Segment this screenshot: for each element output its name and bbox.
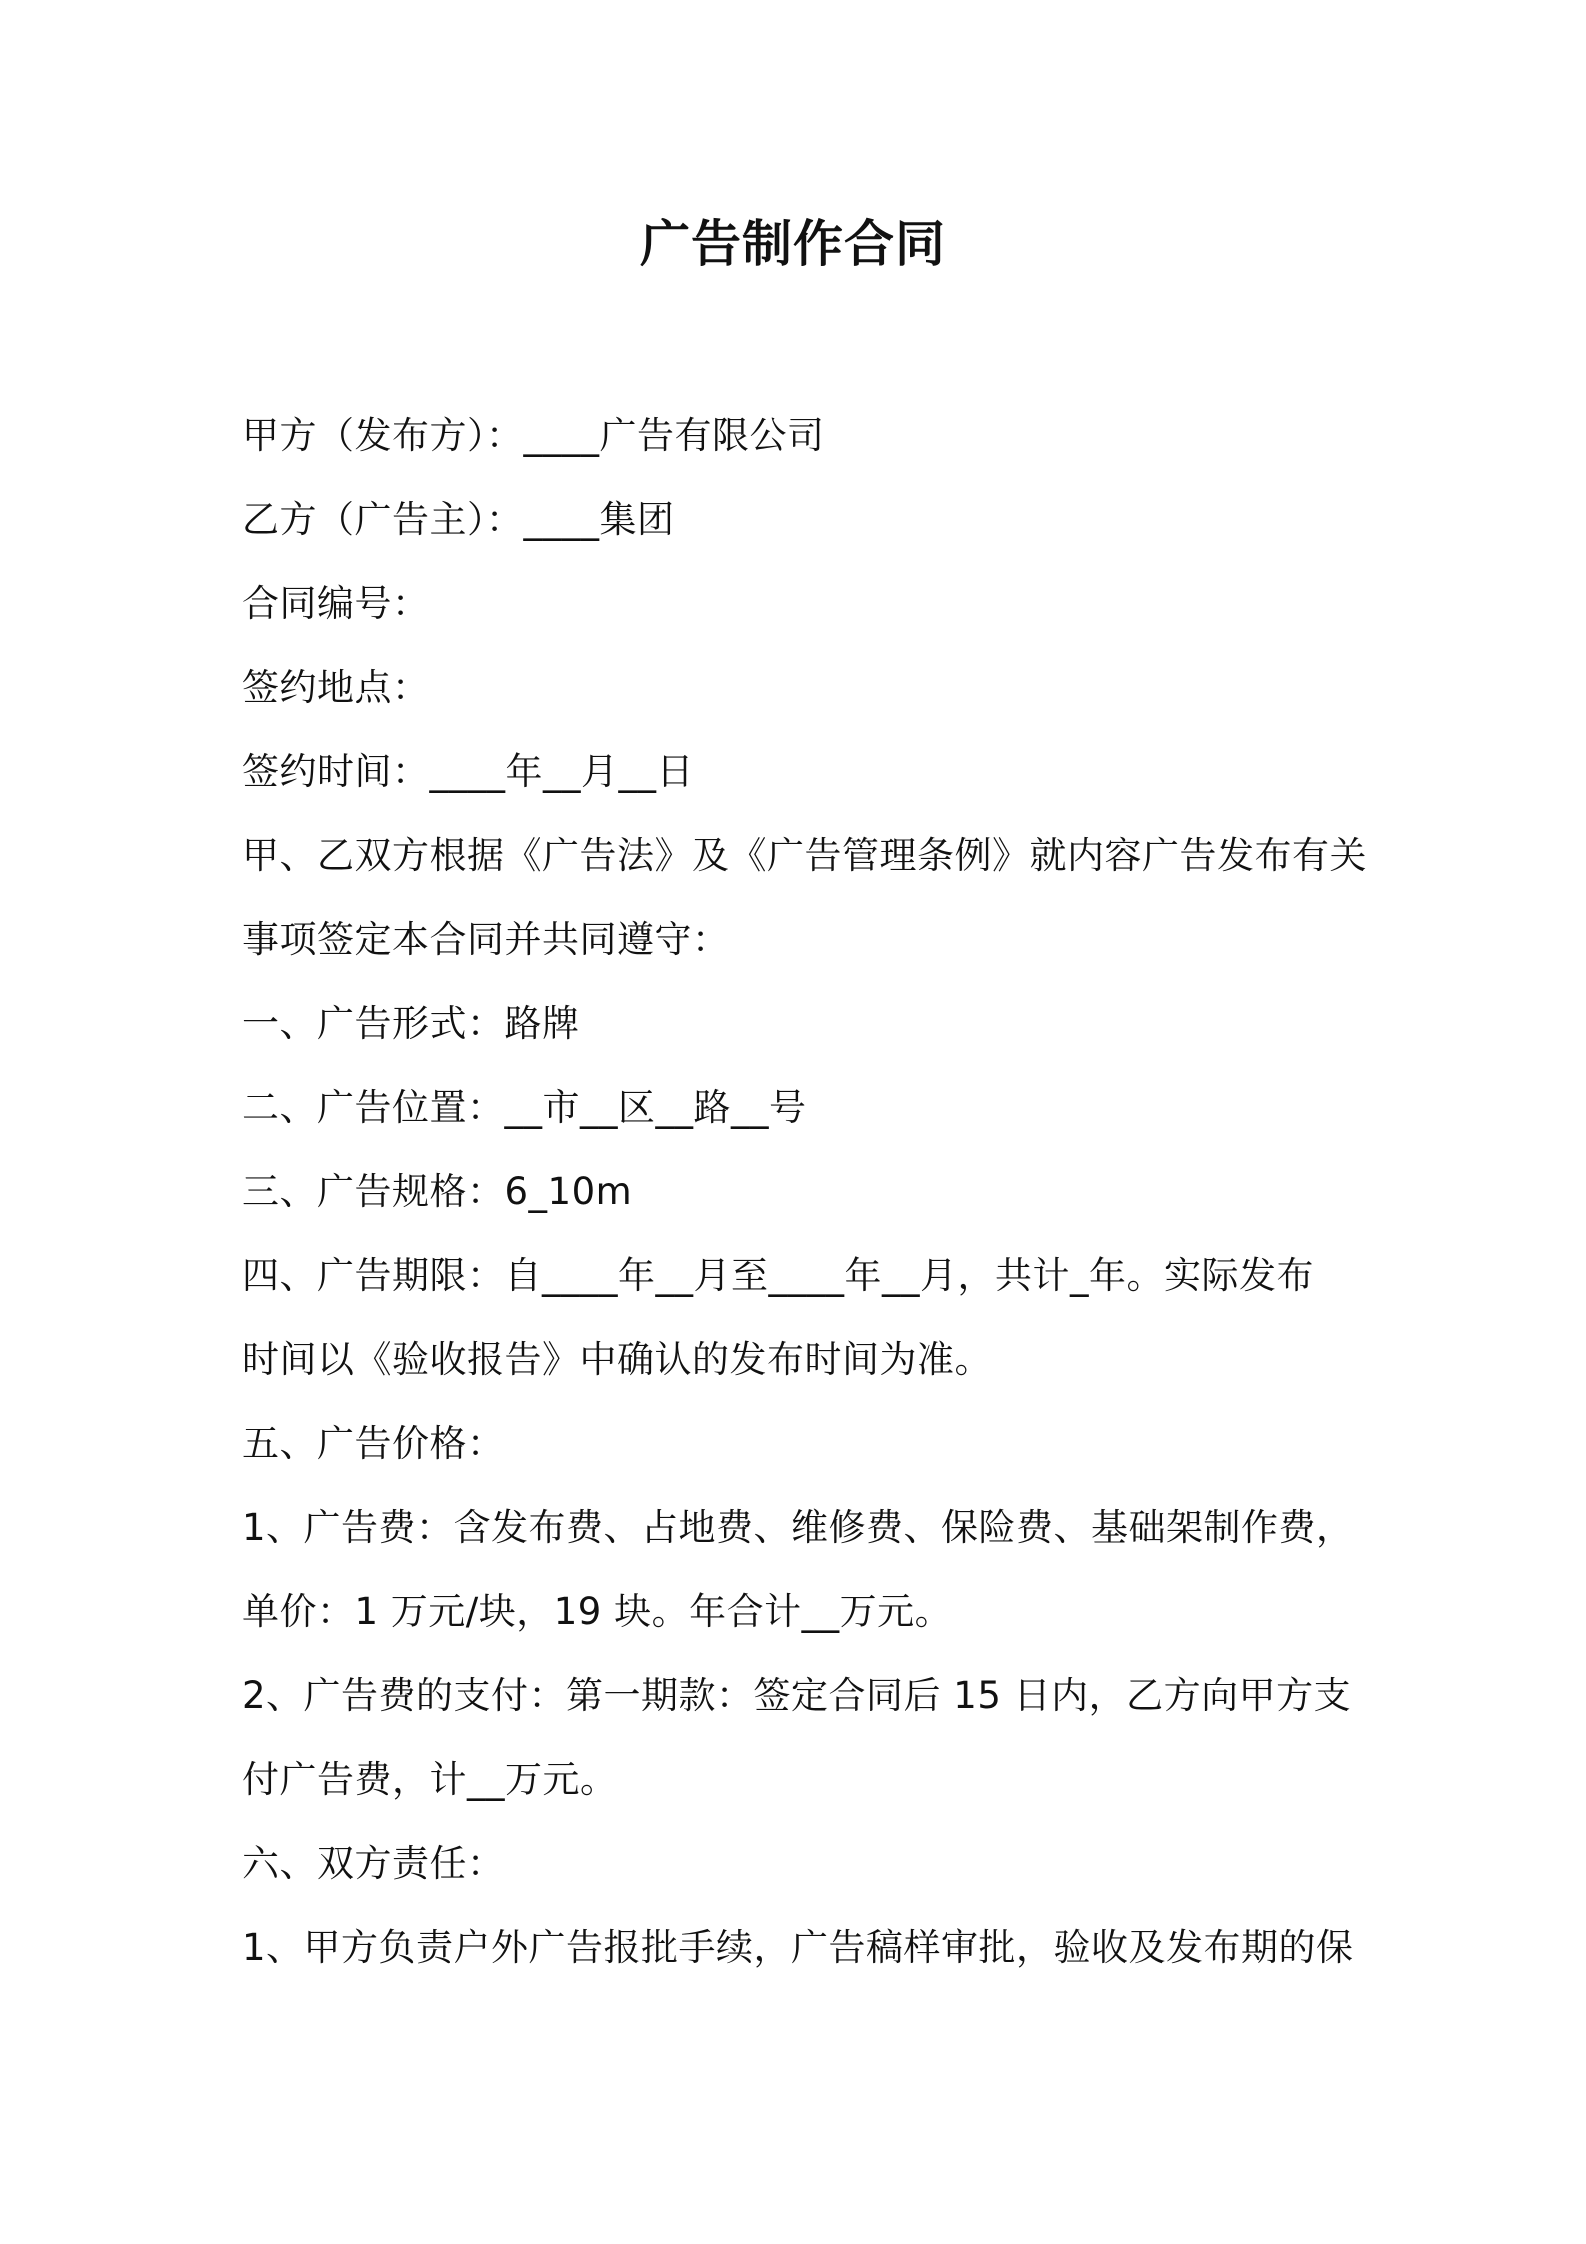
clause-party-a-duty: 1、甲方负责户外广告报批手续，广告稿样审批，验收及发布期的保 xyxy=(242,1926,1354,1969)
document-title: 广告制作合同 xyxy=(640,215,946,273)
clause-ad-location: 二、广告位置：__市__区__路__号 xyxy=(242,1086,807,1129)
signing-time-line: 签约时间：____年__月__日 xyxy=(242,750,694,793)
party-b-line: 乙方（广告主）：____集团 xyxy=(242,498,675,541)
clause-ad-form: 一、广告形式：路牌 xyxy=(242,1002,580,1045)
clause-ad-fee: 1、广告费：含发布费、占地费、维修费、保险费、基础架制作费， xyxy=(242,1506,1354,1549)
clause-ad-period: 时间以《验收报告》中确认的发布时间为准。 xyxy=(242,1338,992,1381)
contract-number-line: 合同编号： xyxy=(242,582,430,625)
clause-ad-price: 五、广告价格： xyxy=(242,1422,505,1465)
clause-ad-period: 四、广告期限：自____年__月至____年__月，共计_年。实际发布 xyxy=(242,1254,1314,1297)
preamble-line: 甲、乙双方根据《广告法》及《广告管理条例》就内容广告发布有关 xyxy=(242,834,1367,877)
clause-fee-payment: 付广告费，计__万元。 xyxy=(242,1758,618,1801)
clause-fee-payment: 2、广告费的支付：第一期款：签定合同后 15 日内，乙方向甲方支 xyxy=(242,1674,1352,1717)
clause-ad-size: 三、广告规格：6_10m xyxy=(242,1170,633,1213)
clause-responsibilities: 六、双方责任： xyxy=(242,1842,505,1885)
preamble-line: 事项签定本合同并共同遵守： xyxy=(242,918,730,961)
party-a-line: 甲方（发布方）：____广告有限公司 xyxy=(242,414,825,457)
clause-ad-fee: 单价：1 万元/块，19 块。年合计__万元。 xyxy=(242,1590,953,1633)
signing-place-line: 签约地点： xyxy=(242,666,430,709)
